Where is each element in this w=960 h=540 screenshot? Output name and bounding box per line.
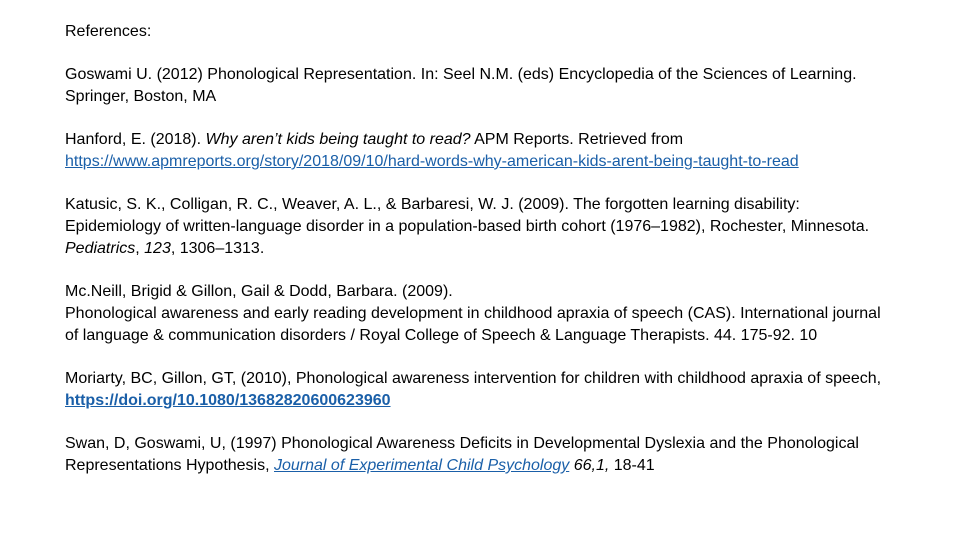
reference-text: Katusic, S. K., Colligan, R. C., Weaver, A. L., & Barbaresi, W. J. (2009). The forgotten learning disability: Epidemiology of written-language disorder in a population-based birth cohort (1976–1982), Rochester, Minnesota.: [65, 196, 870, 235]
apm-reports-link[interactable]: https://www.apmreports.org/story/2018/09/10/hard-words-why-american-kids-arent-being-taught-to-read: [65, 153, 799, 170]
journal-volume: 123: [144, 240, 171, 257]
article-title: Why aren’t kids being taught to read?: [205, 131, 471, 148]
reference-authors: Hanford, E. (2018).: [65, 131, 206, 148]
journal-name: Pediatrics: [65, 240, 136, 257]
reference-hanford-2018: [65, 129, 895, 173]
reference-mcneill-2009: [65, 281, 895, 347]
reference-moriarty-2010: [65, 368, 895, 412]
reference-goswami-2012: [65, 64, 895, 108]
reference-text: Moriarty, BC, Gillon, GT, (2010), Phonological awareness intervention for children with childhood apraxia of speech,: [65, 370, 882, 387]
reference-source: APM Reports. Retrieved from: [470, 131, 684, 148]
journal-volume-issue: 66,1,: [573, 457, 610, 474]
journal-link[interactable]: Journal of Experimental Child Psychology: [274, 457, 570, 474]
journal-pages: , 1306–1313.: [170, 240, 265, 257]
reference-katusic-2009: [65, 194, 895, 260]
reference-text: Phonological awareness and early reading development in childhood apraxia of speech (CAS). International journal of language & communication disorders / Royal College of Speech & Language Therapists. 44. 175-92. 10: [65, 305, 881, 344]
doi-link[interactable]: https://doi.org/10.1080/13682820600623960: [65, 392, 391, 409]
references-slide: [65, 21, 895, 477]
reference-swan-1997: [65, 433, 895, 477]
separator: ,: [135, 240, 145, 257]
reference-authors: Mc.Neill, Brigid & Gillon, Gail & Dodd, Barbara. (2009).: [65, 283, 453, 300]
references-heading: References:: [65, 23, 152, 40]
reference-text: Goswami U. (2012) Phonological Representation. In: Seel N.M. (eds) Encyclopedia of the Sciences of Learning. Springer, Boston, MA: [65, 66, 857, 105]
journal-pages: 18-41: [609, 457, 655, 474]
reference-text: Swan, D, Goswami, U, (1997) Phonological Awareness Deficits in Developmental Dyslexia and the Phonological Representations Hypothesis,: [65, 435, 859, 474]
